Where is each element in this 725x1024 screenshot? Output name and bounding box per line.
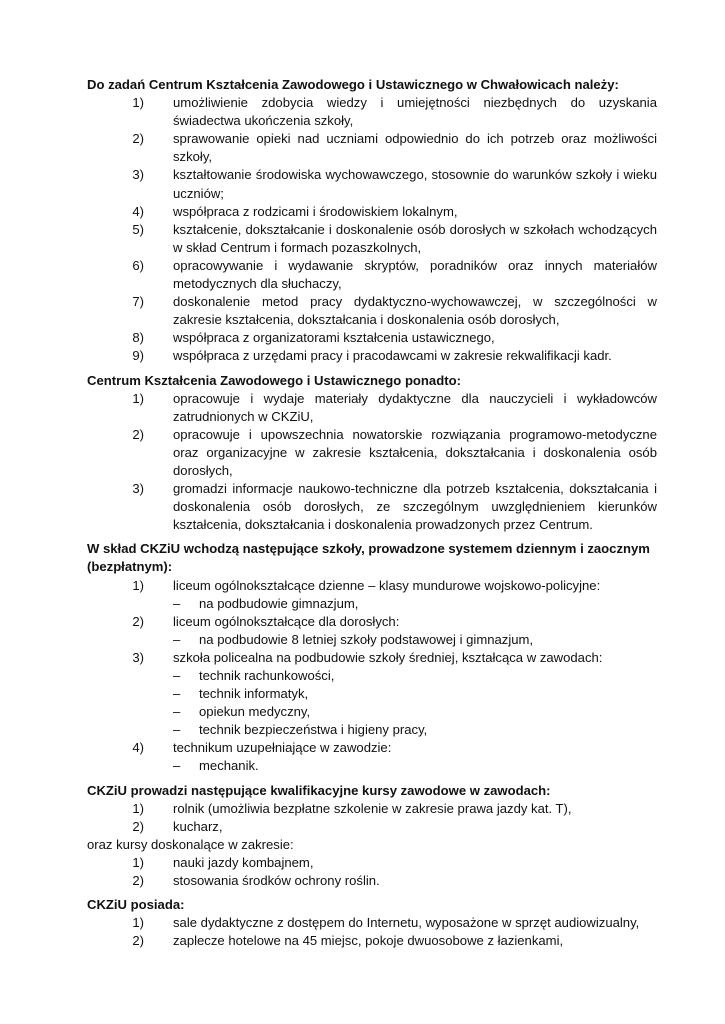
list-item: [87, 613, 657, 631]
item-number: 2): [132, 933, 144, 949]
sub-item-text: na podbudowie gimnazjum,: [199, 595, 359, 611]
item-number: 4): [132, 740, 144, 756]
item-number: 3): [132, 649, 144, 665]
item-text: umożliwienie zdobycia wiedzy i umiejętności niezbędnych do uzyskania świadectwa ukończenia szkoły,: [173, 95, 657, 129]
dash-bullet: –: [173, 668, 181, 683]
item-text: sale dydaktyczne z dostępem do Internetu, wyposażone w sprzęt audiowizualny,: [173, 915, 640, 931]
sub-item-text: technik informatyk,: [199, 686, 309, 702]
item-number: 2): [132, 426, 144, 442]
sub-item: [173, 667, 657, 685]
list-item: [87, 257, 657, 293]
item-text: współpraca z organizatorami kształcenia ustawicznego,: [173, 330, 495, 346]
list-item: [87, 649, 657, 667]
item-number: 6): [132, 257, 144, 273]
dash-bullet: –: [173, 758, 181, 774]
item-number: 1): [132, 390, 144, 406]
item-text: szkoła policealna na podbudowie szkoły średniej, kształcąca w zawodach:: [173, 649, 603, 665]
item-text: opracowuje i upowszechnia nowatorskie rozwiązania programowo-metodyczne oraz organizacyjne w zakresie kształcenia, dokształcania i doskonalenia osób dorosłych,: [173, 426, 657, 478]
item-number: 2): [132, 613, 144, 629]
list-item: [87, 293, 657, 329]
dash-bullet: –: [173, 631, 181, 647]
item-text: współpraca z rodzicami i środowiskiem lokalnym,: [173, 203, 458, 219]
item-text: technikum uzupełniające w zawodzie:: [173, 740, 392, 756]
item-number: 3): [132, 481, 144, 497]
item-number: 9): [132, 348, 144, 364]
item-number: 8): [132, 330, 144, 346]
item-text: nauki jazdy kombajnem,: [173, 854, 314, 870]
section-heading: CKZiU prowadzi następujące kwalifikacyjne kursy zawodowe w zawodach:: [87, 782, 551, 798]
item-text: opracowywanie i wydawanie skryptów, poradników oraz innych materiałów metodycznych dla słuchaczy,: [173, 257, 657, 292]
section-courses: [87, 782, 657, 891]
sub-item-text: na podbudowie 8 letniej szkoły podstawowej i gimnazjum,: [199, 631, 534, 647]
sub-item: [173, 703, 657, 721]
sub-item-text: technik rachunkowości,: [199, 668, 335, 683]
list-item: [87, 818, 657, 836]
list-item: [87, 390, 657, 426]
list-item: [87, 166, 657, 202]
sub-item: [173, 631, 657, 649]
list-item: [87, 329, 657, 347]
item-number: 4): [132, 203, 144, 219]
list-item: [87, 347, 657, 365]
list-item: [87, 932, 657, 950]
dash-bullet: –: [173, 686, 181, 702]
section-facilities: [87, 896, 657, 950]
item-number: 3): [132, 167, 144, 183]
section-heading: CKZiU posiada:: [87, 897, 185, 913]
dash-bullet: –: [173, 704, 181, 720]
item-text: kucharz,: [173, 818, 223, 834]
dash-bullet: –: [173, 722, 181, 738]
item-text: stosowania środków ochrony roślin.: [173, 873, 380, 889]
list-item: [87, 426, 657, 480]
item-text: opracowuje i wydaje materiały dydaktyczne dla nauczycieli i wykładowców zatrudnionych w CKZiU,: [173, 390, 657, 424]
section-heading: Do zadań Centrum Kształcenia Zawodowego i Ustawicznego w Chwałowicach należy:: [87, 77, 619, 92]
item-number: 7): [132, 294, 144, 310]
item-number: 2): [132, 873, 144, 889]
list-item: [87, 854, 657, 872]
list-item: [87, 800, 657, 818]
sub-item: [173, 757, 657, 775]
list-item: [87, 914, 657, 932]
item-number: 1): [132, 577, 144, 593]
list-item: [87, 130, 657, 166]
item-number: 1): [132, 915, 144, 931]
document-page: [87, 76, 657, 956]
item-text: rolnik (umożliwia bezpłatne szkolenie w zakresie prawa jazdy kat. T),: [173, 800, 572, 816]
item-text: liceum ogólnokształcące dzienne – klasy mundurowe wojskowo-policyjne:: [173, 577, 601, 593]
item-text: doskonalenie metod pracy dydaktyczno-wychowawczej, w szczególności w zakresie kształcenia, dokształcania i doskonalenia osób dorosłych,: [173, 294, 657, 328]
sub-item-text: mechanik.: [199, 758, 259, 774]
item-number: 1): [132, 95, 144, 111]
sub-item-text: technik bezpieczeństwa i higieny pracy,: [199, 722, 428, 738]
item-number: 5): [132, 221, 144, 237]
intro-text: oraz kursy doskonalące w zakresie:: [87, 836, 294, 852]
list-item: [87, 221, 657, 257]
item-number: 1): [132, 800, 144, 816]
item-text: kształtowanie środowiska wychowawczego, stosownie do warunków szkoły i wieku uczniów;: [173, 167, 657, 201]
item-number: 2): [132, 818, 144, 834]
item-text: gromadzi informacje naukowo-techniczne dla potrzeb kształcenia, dokształcania i doskonalenia osób dorosłych, ze szczególnym uwzględnieniem kierunków kształcenia, dokształcania i doskonalenia prowadzonych przez Centrum.: [173, 481, 657, 533]
list-item: [87, 94, 657, 130]
section-tasks: [87, 76, 657, 366]
sub-item-text: opiekun medyczny,: [199, 704, 311, 720]
section-schools: [87, 540, 657, 775]
item-text: współpraca z urzędami pracy i pracodawcami w zakresie rekwalifikacji kadr.: [173, 348, 612, 364]
sub-item: [173, 685, 657, 703]
item-text: sprawowanie opieki nad uczniami odpowiednio do ich potrzeb oraz możliwości szkoły,: [173, 131, 657, 165]
dash-bullet: –: [173, 595, 181, 611]
list-item: [87, 203, 657, 221]
list-item: [87, 872, 657, 890]
sub-item: [173, 721, 657, 739]
item-number: 2): [132, 131, 144, 147]
section-additional: [87, 372, 657, 535]
section-heading: W skład CKZiU wchodzą następujące szkoły, prowadzone systemem dziennym i zaocznym (bezpłatnym):: [87, 541, 650, 575]
item-text: liceum ogólnokształcące dla dorosłych:: [173, 613, 400, 629]
item-text: zaplecze hotelowe na 45 miejsc, pokoje dwuosobowe z łazienkami,: [173, 933, 564, 949]
item-text: kształcenie, dokształcanie i doskonalenie osób dorosłych w szkołach wchodzących w skład Centrum i formach pozaszkolnych,: [173, 221, 657, 255]
list-item: [87, 577, 657, 595]
list-item: [87, 739, 657, 757]
item-number: 1): [132, 854, 144, 870]
section-heading: Centrum Kształcenia Zawodowego i Ustawicznego ponadto:: [87, 372, 461, 388]
list-item: [87, 480, 657, 534]
sub-item: [173, 595, 657, 613]
